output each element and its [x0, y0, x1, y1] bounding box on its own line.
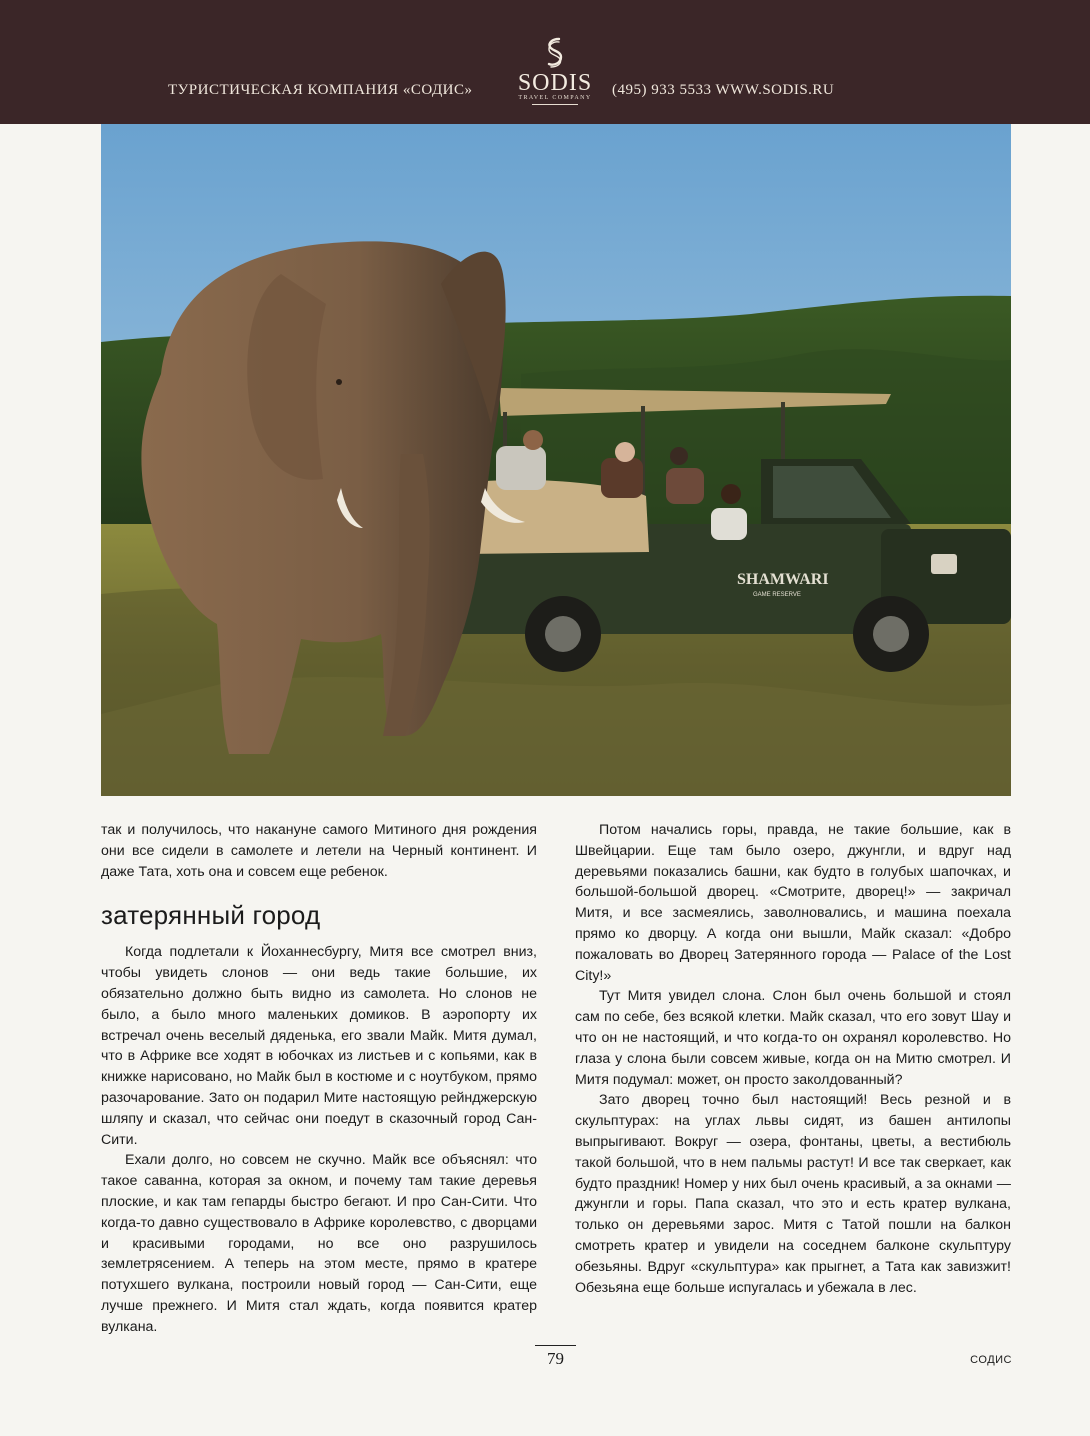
article-left-column — [101, 820, 537, 1338]
article-right-column — [575, 820, 1011, 1298]
article-paragraph: Когда подлетали к Йоханнесбургу, Митя все смотрел вниз, чтобы увидеть слонов — они ведь такие большие, их обязательно должно быть видно из самолета. Но слонов не было, а было много маленьких домиков. В аэропорту их встречал очень веселый дяденька, его звали Майк. Митя думал, что в Африке все ходят в юбочках из листьев и с копьями, как в книжке нарисовано, но Майк был в костюме и с ноутбуком, прямо разочарование. Зато он подарил Мите настоящую рейнджерскую шляпу и сказал, что сейчас они поедут в сказочный город Сан-Сити. — [101, 944, 537, 1148]
article-paragraph: так и получилось, что накануне самого Митиного дня рождения они все сидели в самолете и летели на Черный континент. И даже Тата, хоть она и совсем еще ребенок. — [101, 822, 537, 880]
article-paragraph: Потом начались горы, правда, не такие большие, как в Швейцарии. Еще там было озеро, джунгли, и вдруг над деревьями показались башни, как будто в голубых шапочках, и большой-большой дворец. «Смотрите, дворец!» — закричал Митя, и все засмеялись, заволновались, и машина поехала прямо ко дворцу. А когда они вышли, Майк сказал: «Добро пожаловать во Дворец Затерянного города — Palace of the Lost City!» — [575, 822, 1011, 984]
article-paragraph: Ехали долго, но совсем не скучно. Майк все объяснял: что такое саванна, которая за окном, и почему там такие деревья плоские, и как там гепарды быстро бегают. И про Сан-Сити. Что когда-то давно существовало в Африке королевство, с дворцами и красивыми городами, но все оно разрушилось землетрясением. А теперь на этом месте, прямо в кратере потухшего вулкана, построили новый город — Сан-Сити, еще лучше прежнего. И Митя стал ждать, когда появится кратер вулкана. — [101, 1152, 537, 1335]
company-name: ТУРИСТИЧЕСКАЯ КОМПАНИЯ «СОДИС» — [168, 82, 473, 98]
section-heading: затерянный город — [101, 900, 321, 931]
logo-subtitle: TRAVEL COMPANY — [518, 95, 592, 101]
article-paragraph: Зато дворец точно был настоящий! Весь резной и в скульптурах: на углах львы сидят, из башен антилопы выпрыгивают. Вокруг — озера, фонтаны, цветы, а вестибюль такой большой, что в нем пальмы растут! И все так сверкает, как будто праздник! Номер у них был очень красивый, а за окнами — джунгли и горы. Папа сказал, что это и есть кратер вулкана, только он деревьями зарос. Митя с Татой пошли на балкон смотреть кратер и увидели на соседнем балконе скульптуру обезьяны. Вдруг «скульптура» как прыгнет, а Тата как завизжит! Обезьяна еще больше испугалась и убежала в лес. — [575, 1092, 1011, 1296]
vehicle-sign: SHAMWARI — [737, 571, 829, 588]
page-header — [0, 0, 1090, 124]
page-number: 79 — [547, 1349, 564, 1368]
company-contacts: (495) 933 5533 WWW.SODIS.RU — [612, 82, 835, 98]
logo-name: SODIS — [517, 70, 593, 96]
article-paragraph: Тут Митя увидел слона. Слон был очень большой и стоял сам по себе, без всякой клетки. Майк сказал, что его зовут Шау и что он не настоящий, и что когда-то он охранял королевство. Но глаза у слона были совсем живые, когда он на Митю смотрел. И Митя подумал: может, он просто заколдованный? — [575, 988, 1011, 1088]
logo-underline — [532, 104, 578, 105]
page-number-rule — [535, 1345, 576, 1346]
safari-elephant-photo — [101, 124, 1011, 796]
swirl-emblem-icon — [542, 36, 568, 70]
footer-brand: СОДИС — [970, 1354, 1012, 1366]
vehicle-sign-sub: GAME RESERVE — [753, 592, 801, 598]
sodis-logo — [512, 36, 598, 116]
